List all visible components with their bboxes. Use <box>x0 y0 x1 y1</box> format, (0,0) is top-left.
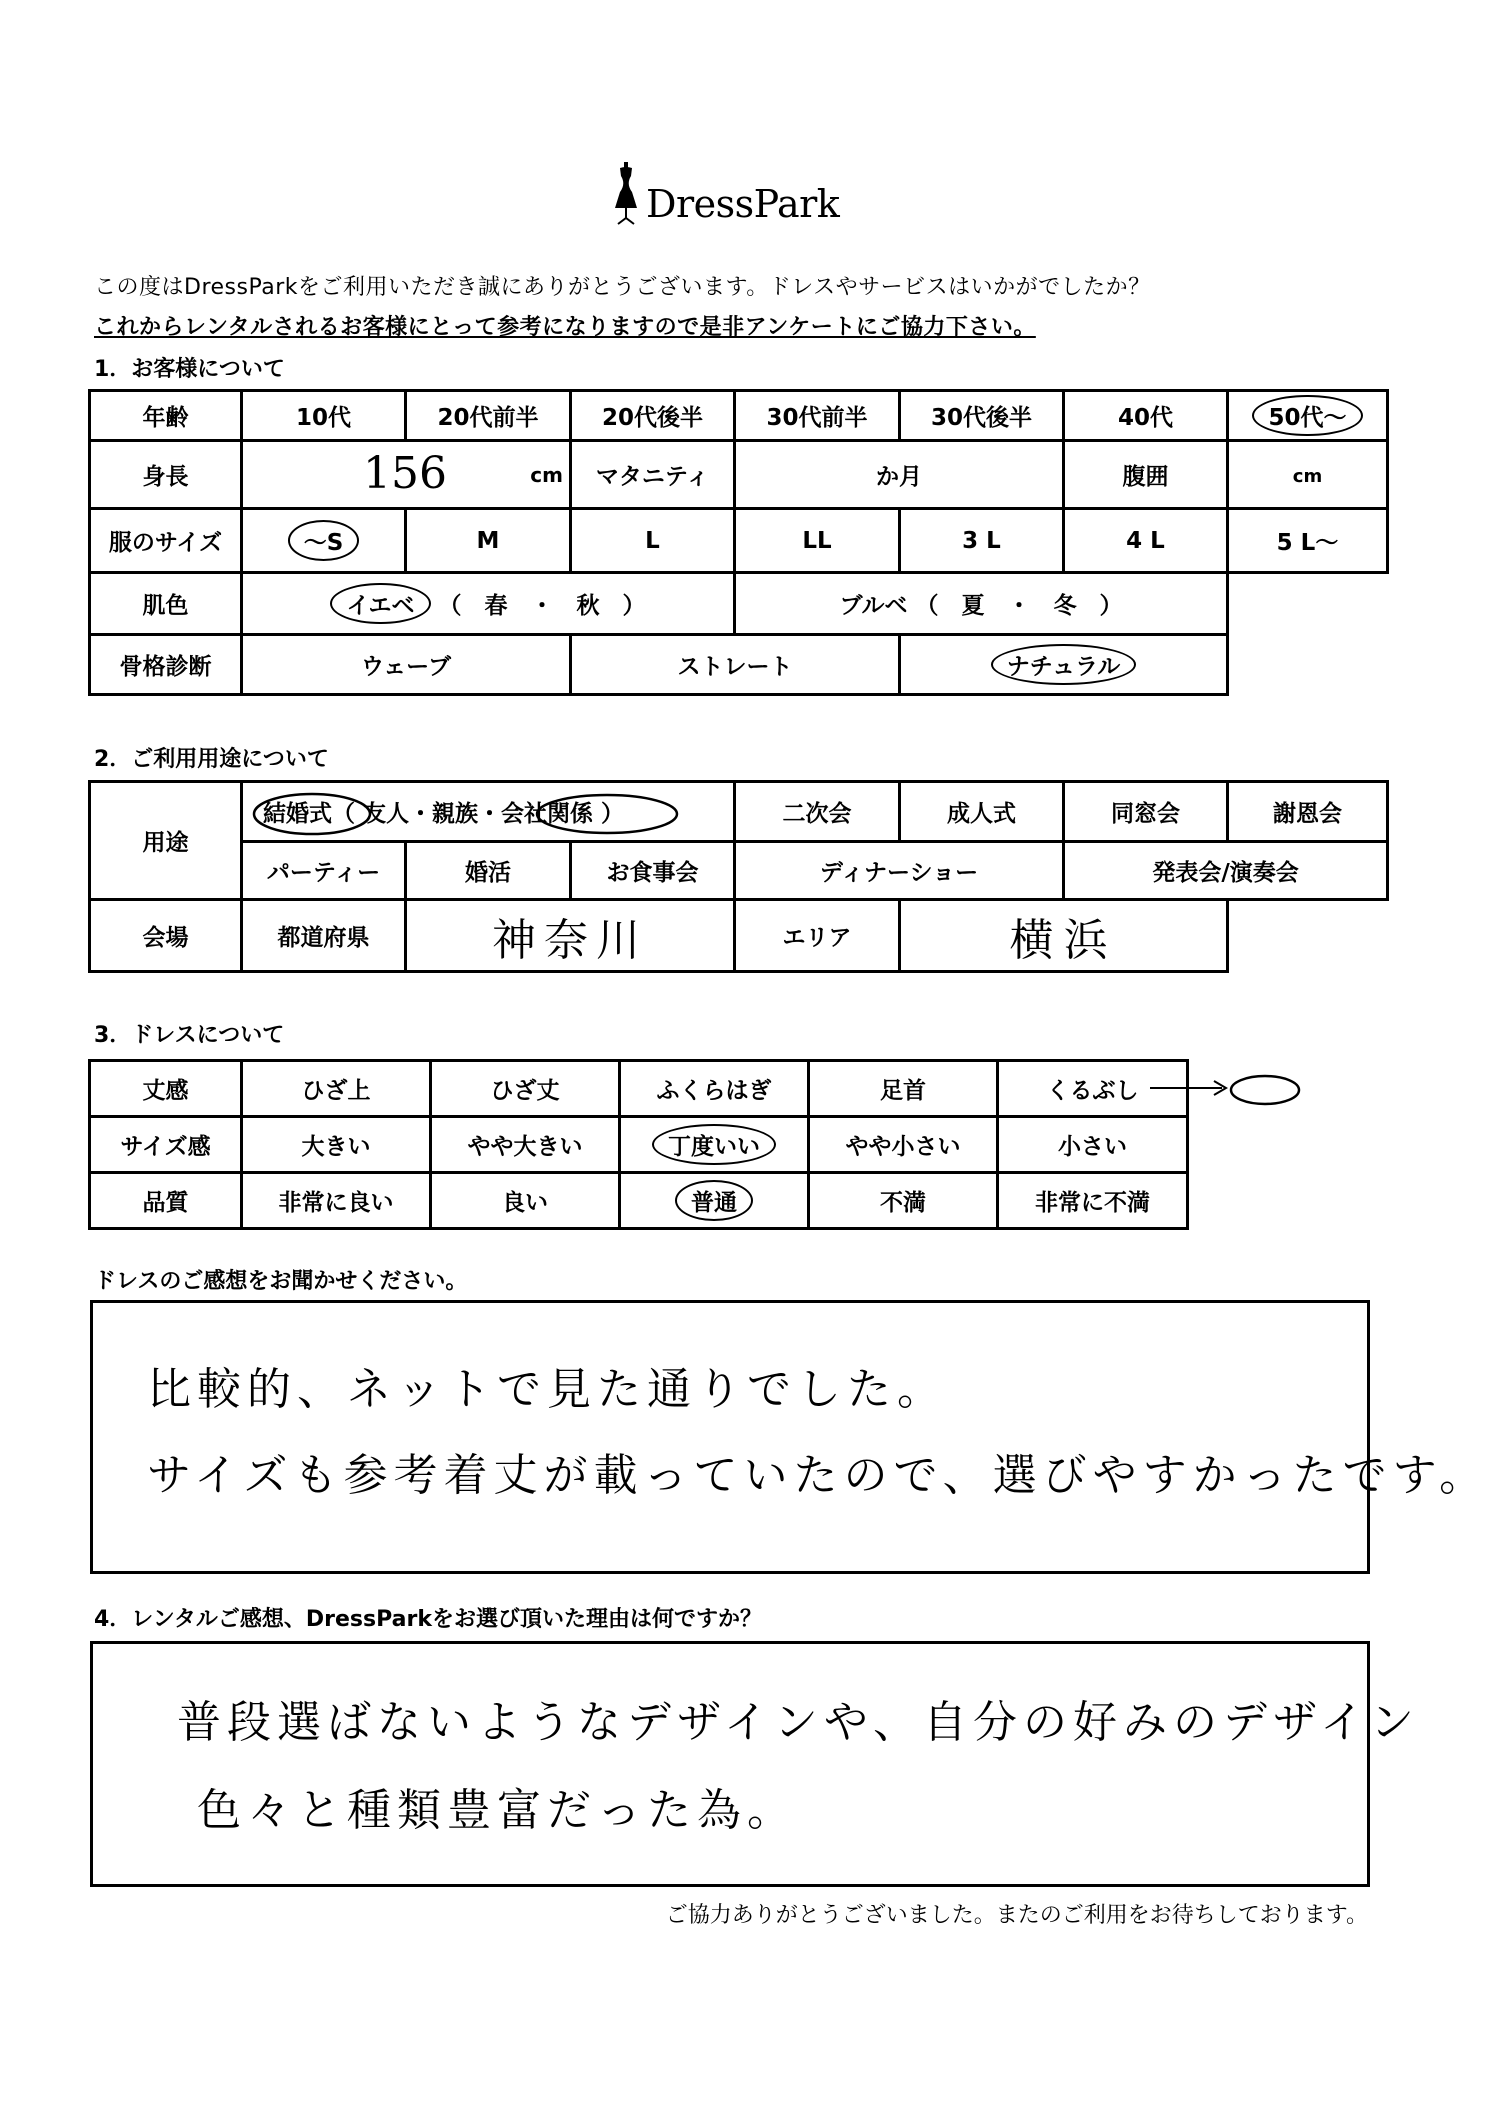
usage-option[interactable]: ディナーショー <box>735 842 1064 900</box>
comment-line: 普段選ばないようなデザインや、自分の好みのデザイン <box>177 1697 1420 1748</box>
selection-circle: ナチュラル <box>991 644 1137 685</box>
size-option[interactable]: 5 L～ <box>1228 509 1388 573</box>
skeleton-option-selected[interactable] <box>900 635 1228 695</box>
quality-label: 品質 <box>90 1173 242 1229</box>
usage-option[interactable]: パーティー <box>242 842 406 900</box>
usage-option[interactable]: 二次会 <box>735 782 900 842</box>
quality-option[interactable]: 良い <box>431 1173 620 1229</box>
fit-option-selected[interactable] <box>620 1117 809 1173</box>
size-option[interactable]: 4 L <box>1064 509 1228 573</box>
comment-line: サイズも参考着丈が載っていたので、選びやすかったです。 <box>147 1450 1490 1501</box>
length-option[interactable]: ひざ上 <box>242 1061 431 1117</box>
brand-name: DressPark <box>646 182 840 226</box>
size-label: 服のサイズ <box>90 509 242 573</box>
empty-cell <box>1228 635 1388 695</box>
customer-table <box>88 389 1389 696</box>
rental-comment-box[interactable] <box>90 1641 1420 1887</box>
age-label: 年齢 <box>90 391 242 441</box>
size-row <box>90 509 1388 573</box>
selection-circle: 普通 <box>675 1180 753 1221</box>
skin-blue-seasons: （ 夏 ・ 冬 ） <box>915 593 1123 619</box>
area-field[interactable] <box>900 900 1228 972</box>
section4-title: 4．レンタルご感想、DressParkをお選び頂いた理由は何ですか？ <box>94 1607 762 1632</box>
usage-option[interactable]: 婚活 <box>406 842 571 900</box>
comment-line: 色々と種類豊富だった為。 <box>197 1785 797 1836</box>
dress-comment-title: ドレスのご感想をお聞かせください。 <box>94 1269 468 1294</box>
fit-option[interactable]: やや小さい <box>809 1117 998 1173</box>
logo <box>612 162 839 226</box>
section2-title: 2．ご利用用途について <box>94 747 329 772</box>
maternity-unit: か月 <box>876 464 922 490</box>
footer-thanks: ご協力ありがとうございました。またのご利用をお待ちしております。 <box>665 1903 1368 1928</box>
usage-option[interactable]: 発表会/演奏会 <box>1064 842 1388 900</box>
prefecture-field[interactable] <box>406 900 735 972</box>
waist-unit: cm <box>1292 465 1323 487</box>
intro-text: この度はDressParkをご利用いただき誠にありがとうございます。ドレスやサービスはいかがでしたか？ <box>94 275 1151 300</box>
age-option[interactable]: 20代前半 <box>406 391 571 441</box>
size-option[interactable]: L <box>571 509 735 573</box>
prefecture-label: 都道府県 <box>242 900 406 972</box>
age-row <box>90 391 1388 441</box>
venue-label: 会場 <box>90 900 242 972</box>
height-field[interactable] <box>242 441 571 509</box>
quality-option[interactable]: 非常に不満 <box>998 1173 1188 1229</box>
usage-option[interactable]: 同窓会 <box>1064 782 1228 842</box>
height-label: 身長 <box>90 441 242 509</box>
age-option[interactable]: 30代前半 <box>735 391 900 441</box>
wedding-label: 結婚式（ 友人・親族・会社関係 ） <box>263 801 625 827</box>
length-row <box>90 1061 1188 1117</box>
prefecture-value: 神奈川 <box>492 914 648 966</box>
selection-circle: ～S <box>288 520 360 561</box>
age-option[interactable]: 20代後半 <box>571 391 735 441</box>
skeleton-option[interactable]: ウェーブ <box>242 635 571 695</box>
length-option[interactable]: 足首 <box>809 1061 998 1117</box>
section1-title: 1．お客様について <box>94 357 285 382</box>
purpose-label: 用途 <box>90 782 242 900</box>
quality-option-selected[interactable] <box>620 1173 809 1229</box>
skin-blue-label: ブルベ <box>839 593 908 619</box>
maternity-label: マタニティ <box>571 441 735 509</box>
dress-table <box>88 1059 1189 1230</box>
height-unit: cm <box>530 462 563 487</box>
maternity-field[interactable] <box>735 441 1064 509</box>
waist-label: 腹囲 <box>1064 441 1228 509</box>
skin-label: 肌色 <box>90 573 242 635</box>
empty-cell <box>1228 573 1388 635</box>
fit-label: サイズ感 <box>90 1117 242 1173</box>
selection-circle: 50代～ <box>1252 395 1362 436</box>
quality-row <box>90 1173 1188 1229</box>
fit-option[interactable]: やや大きい <box>431 1117 620 1173</box>
selection-circle: イエベ <box>330 583 430 624</box>
venue-row <box>90 900 1388 972</box>
area-value: 横浜 <box>1009 914 1118 966</box>
intro-request: これからレンタルされるお客様にとって参考になりますので是非アンケートにご協力下さい。 <box>94 315 1036 340</box>
size-option[interactable]: M <box>406 509 571 573</box>
comment-line: 比較的、ネットで見た通りでした。 <box>147 1364 947 1415</box>
size-option[interactable]: 3 L <box>900 509 1064 573</box>
size-option-selected[interactable] <box>242 509 406 573</box>
skin-yellow[interactable] <box>242 573 735 635</box>
age-option-selected[interactable] <box>1228 391 1388 441</box>
waist-field[interactable] <box>1228 441 1388 509</box>
area-label: エリア <box>735 900 900 972</box>
length-option-selected[interactable]: くるぶし <box>998 1061 1188 1117</box>
section3-title: 3．ドレスについて <box>94 1023 285 1048</box>
usage-row-2 <box>90 842 1388 900</box>
age-option[interactable]: 40代 <box>1064 391 1228 441</box>
selection-circle: 丁度いい <box>652 1124 776 1165</box>
size-option[interactable]: LL <box>735 509 900 573</box>
dress-form-icon <box>612 162 640 226</box>
quality-option[interactable]: 不満 <box>809 1173 998 1229</box>
height-value: 156 <box>363 448 447 499</box>
age-option[interactable]: 10代 <box>242 391 406 441</box>
length-option[interactable]: ふくらはぎ <box>620 1061 809 1117</box>
skin-row <box>90 573 1388 635</box>
skin-yellow-seasons: （ 春 ・ 秋 ） <box>438 593 646 619</box>
fit-option[interactable]: 小さい <box>998 1117 1188 1173</box>
height-row <box>90 441 1388 509</box>
selection-circle <box>252 790 692 840</box>
length-label: 丈感 <box>90 1061 242 1117</box>
quality-option[interactable]: 非常に良い <box>242 1173 431 1229</box>
skin-blue[interactable] <box>735 573 1228 635</box>
skeleton-label: 骨格診断 <box>90 635 242 695</box>
empty-cell <box>1228 900 1388 972</box>
length-option[interactable]: ひざ丈 <box>431 1061 620 1117</box>
dress-comment-box[interactable] <box>90 1300 1490 1574</box>
age-option[interactable]: 30代後半 <box>900 391 1064 441</box>
arrow-to-circle <box>1150 1068 1310 1118</box>
usage-option[interactable]: お食事会 <box>571 842 735 900</box>
usage-option[interactable]: 謝恩会 <box>1228 782 1388 842</box>
fit-option[interactable]: 大きい <box>242 1117 431 1173</box>
skeleton-option[interactable]: ストレート <box>571 635 900 695</box>
skeleton-row <box>90 635 1388 695</box>
fit-row <box>90 1117 1188 1173</box>
usage-option[interactable]: 成人式 <box>900 782 1064 842</box>
